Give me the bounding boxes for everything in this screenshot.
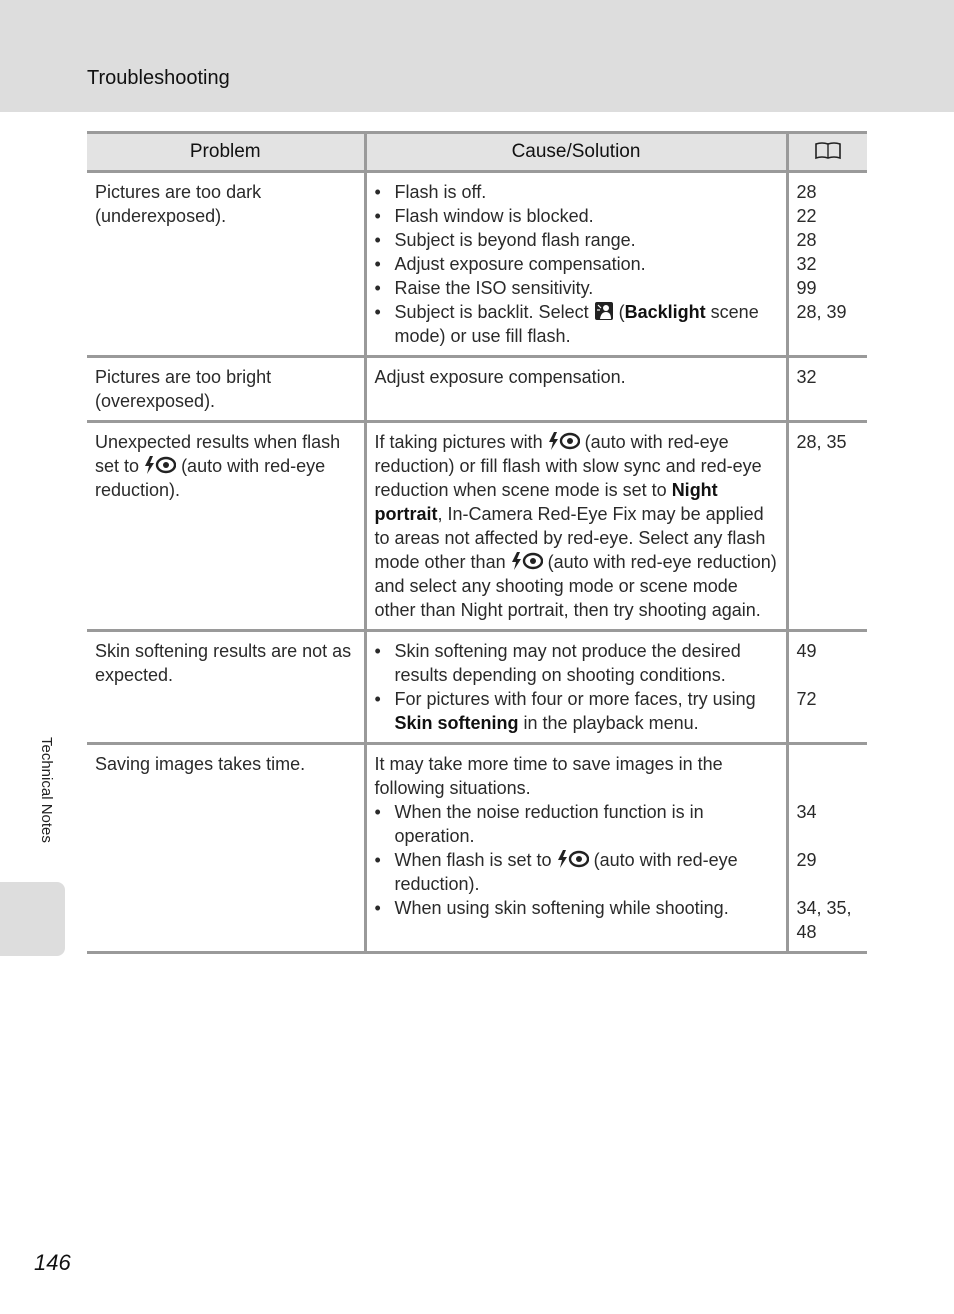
list-item: • Adjust exposure compensation. xyxy=(375,252,778,276)
table-row xyxy=(87,744,867,953)
list-item: • When flash is set to (auto with red-eye reduction). xyxy=(375,848,778,896)
list-item: • For pictures with four or more faces, try using Skin softening in the playback menu. xyxy=(375,687,778,735)
table-row xyxy=(87,172,867,357)
flash-redeye-icon xyxy=(511,551,543,571)
problem-cell: Unexpected results when flash set to (auto with red-eye reduction). xyxy=(87,422,365,631)
page-title: Troubleshooting xyxy=(87,67,230,89)
header-band xyxy=(0,0,954,112)
troubleshooting-table xyxy=(87,131,867,954)
list-item: • Raise the ISO sensitivity. xyxy=(375,276,778,300)
table-header-row xyxy=(87,133,867,172)
list-item: • Subject is beyond flash range. xyxy=(375,228,778,252)
section-tab-label: Technical Notes xyxy=(38,737,55,843)
problem-cell: Pictures are too dark (underexposed). xyxy=(87,172,365,357)
page-ref-cell: 34 29 34, 35, 48 xyxy=(787,744,867,953)
flash-redeye-icon xyxy=(557,849,589,869)
problem-cell: Saving images takes time. xyxy=(87,744,365,953)
flash-redeye-icon xyxy=(144,455,176,475)
book-icon xyxy=(814,141,842,161)
list-item: • Flash is off. xyxy=(375,180,778,204)
cause-intro: It may take more time to save images in the following situations. xyxy=(374,754,723,798)
table-row xyxy=(87,422,867,631)
cause-solution-header: Cause/Solution xyxy=(365,133,787,172)
page-ref-cell: 32 xyxy=(787,357,867,422)
backlight-scene-icon xyxy=(594,301,614,321)
page-ref-cell: 49 72 xyxy=(787,631,867,744)
problem-header: Problem xyxy=(87,133,365,172)
flash-redeye-icon xyxy=(548,431,580,451)
list-item: • When using skin softening while shooting. xyxy=(375,896,778,920)
cause-cell xyxy=(365,744,787,953)
list-item: • Subject is backlit. Select (Backlight scene mode) or use fill flash. xyxy=(375,300,778,348)
cause-cell xyxy=(365,172,787,357)
page-ref-cell: 28 22 28 32 99 28, 39 xyxy=(787,172,867,357)
list-item: • When the noise reduction function is in operation. xyxy=(375,800,778,848)
problem-cell: Pictures are too bright (overexposed). xyxy=(87,357,365,422)
table-row xyxy=(87,631,867,744)
table-row xyxy=(87,357,867,422)
page-number: 146 xyxy=(34,1250,71,1275)
page-ref-cell: 28, 35 xyxy=(787,422,867,631)
list-item: • Skin softening may not produce the desired results depending on shooting conditions. xyxy=(375,639,778,687)
section-tab xyxy=(0,882,65,956)
cause-cell xyxy=(365,631,787,744)
cause-cell: Adjust exposure compensation. xyxy=(365,357,787,422)
cause-cell: If taking pictures with (auto with red-eye reduction) or fill flash with slow sync and red-eye reduction when scene mode is set to Night portrait, In-Camera Red-Eye Fix may be applied to areas not affected by red-eye. Select any flash mode other than (auto with red-eye reduction) and select any shooting mode or scene mode other than Night portrait, then try shooting again. xyxy=(365,422,787,631)
page-ref-header xyxy=(787,133,867,172)
list-item: • Flash window is blocked. xyxy=(375,204,778,228)
problem-cell: Skin softening results are not as expected. xyxy=(87,631,365,744)
